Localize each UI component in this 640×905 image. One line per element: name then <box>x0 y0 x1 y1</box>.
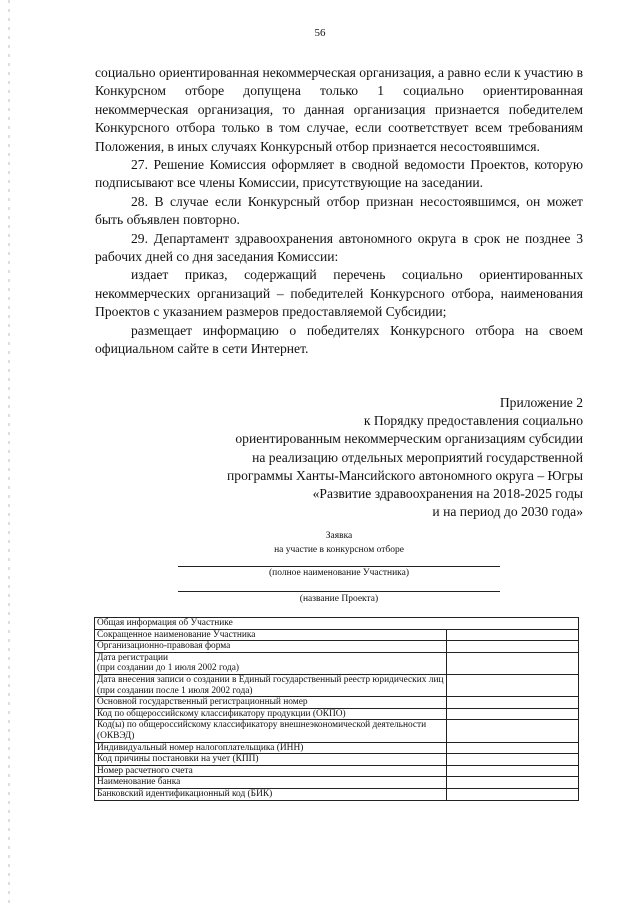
table-row <box>95 641 579 653</box>
table-row-value <box>447 708 579 720</box>
form-title: Заявка <box>325 531 353 541</box>
appendix-line: «Развитие здравоохранения на 2018-2025 годы <box>312 486 583 502</box>
appendix-line: на реализацию отдельных мероприятий государственной <box>252 449 583 465</box>
table-row <box>95 708 579 720</box>
table-row-value <box>447 641 579 653</box>
participant-name-line <box>178 566 500 567</box>
paragraph-28: 28. В случае если Конкурсный отбор признан несостоявшимся, он может быть объявлен повторно. <box>95 193 583 228</box>
table-row <box>95 697 579 709</box>
table-row-label: Дата внесения записи о создании в Единый государственный реестр юридических лиц (при создании после 1 июля 2002 года) <box>95 674 447 696</box>
page-number: 56 <box>314 27 326 39</box>
table-header-row <box>95 618 579 630</box>
appendix-title: Приложение 2 <box>499 395 583 410</box>
table-row-label: Дата регистрации (при создании до 1 июля 2002 года) <box>95 652 447 674</box>
table-row <box>95 777 579 789</box>
table-row-label: Банковский идентификационный код (БИК) <box>95 788 447 800</box>
table-row-value <box>447 629 579 641</box>
paragraph-continuation: социально ориентированная некоммерческая организация, а равно если к участию в Конкурсном отборе допущена только 1 социально ориентированная некоммерческая организация, то данная организация признается победителем Конкурсного отбора только в том случае, если соответствует всем требованиям Положения, в иных случаях Конкурсный отбор признается несостоявшимся. <box>95 65 583 154</box>
appendix-line: ориентированным некоммерческим организациям субсидии <box>235 431 583 447</box>
form-subtitle: на участие в конкурсном отборе <box>274 545 404 555</box>
appendix-line: к Порядку предоставления социально <box>363 413 583 429</box>
table-row <box>95 652 579 674</box>
appendix-line: программы Ханты-Мансийского автономного округа – Югры <box>227 467 583 483</box>
paragraph-29: 29. Департамент здравоохранения автономного округа в срок не позднее 3 рабочих дней со дня заседания Комиссии: <box>95 230 583 265</box>
table-row-value <box>447 742 579 754</box>
participant-info-table <box>94 617 579 801</box>
appendix-line: и на период до 2030 года» <box>432 504 583 520</box>
table-row-value <box>447 788 579 800</box>
table-row-value <box>447 777 579 789</box>
table-row-value <box>447 674 579 696</box>
table-row-label: Сокращенное наименование Участника <box>95 629 447 641</box>
table-row-label: Код причины постановки на учет (КПП) <box>95 754 447 766</box>
table-row-label: Код(ы) по общероссийскому классификатору внешнеэкономической деятельности (ОКВЭД) <box>95 720 447 742</box>
appendix-header <box>123 394 583 521</box>
table-row <box>95 788 579 800</box>
table-row-value <box>447 697 579 709</box>
paragraph-29-item-1: издает приказ, содержащий перечень социально ориентированных некоммерческих организаций – победителей Конкурсного отбора, наименования Проектов с указанием размеров предоставляемой Субсидии; <box>95 267 583 320</box>
table-row-label: Наименование банка <box>95 777 447 789</box>
project-name-caption: (название Проекта) <box>299 594 379 604</box>
table-header-cell: Общая информация об Участнике <box>95 618 579 630</box>
table-row-value <box>447 765 579 777</box>
paragraph-29-item-2: размещает информацию о победителях Конкурсного отбора на своем официальном сайте в сети Интернет. <box>95 322 583 357</box>
paragraph-27: 27. Решение Комиссия оформляет в сводной ведомости Проектов, которую подписывают все члены Комиссии, присутствующие на заседании. <box>95 157 583 191</box>
table-row <box>95 629 579 641</box>
project-name-line <box>178 591 500 592</box>
table-row-label: Основной государственный регистрационный номер <box>95 697 447 709</box>
participant-name-caption: (полное наименование Участника) <box>268 568 410 578</box>
table-row <box>95 742 579 754</box>
table-row <box>95 765 579 777</box>
table-row-value <box>447 720 579 742</box>
body-text <box>95 64 583 359</box>
table-row-label: Индивидуальный номер налогоплательщика (ИНН) <box>95 742 447 754</box>
table-row-value <box>447 754 579 766</box>
table-row <box>95 754 579 766</box>
table-row <box>95 674 579 696</box>
scan-edge-artifact <box>8 0 10 905</box>
table-row-label: Код по общероссийскому классификатору продукции (ОКПО) <box>95 708 447 720</box>
table-row-label: Номер расчетного счета <box>95 765 447 777</box>
table-row-label: Организационно-правовая форма <box>95 641 447 653</box>
table-row-value <box>447 652 579 674</box>
table-row <box>95 720 579 742</box>
